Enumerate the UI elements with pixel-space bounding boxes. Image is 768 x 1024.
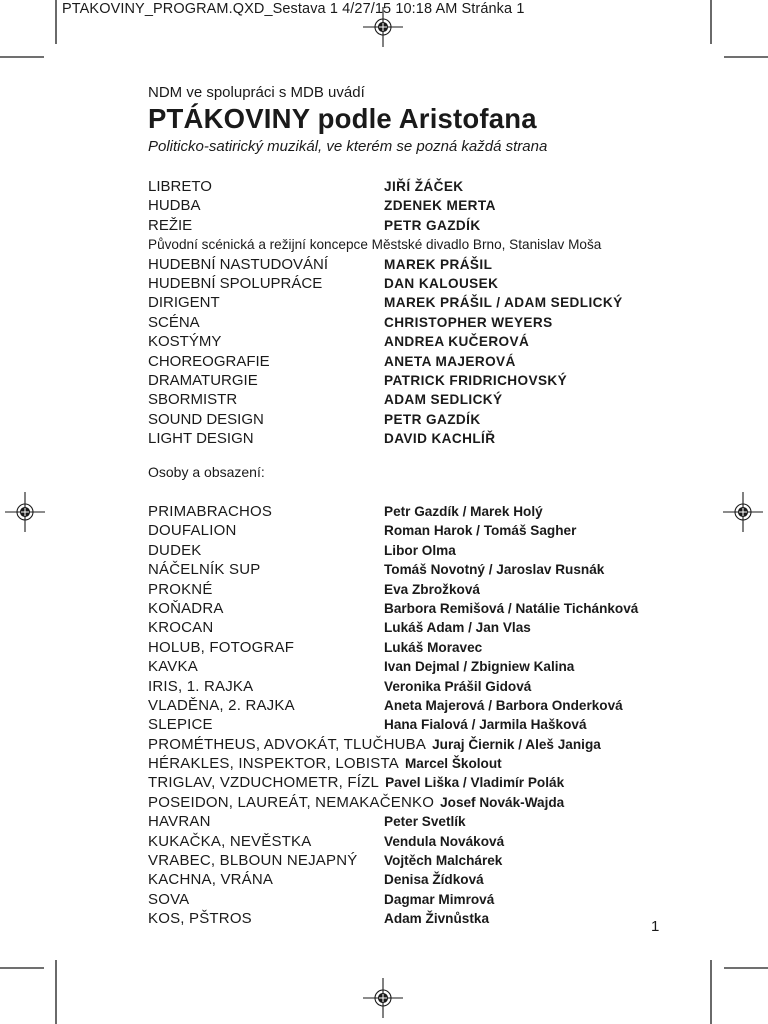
cast-row	[148, 870, 601, 889]
cast-actors: Josef Novák-Wajda	[440, 794, 565, 810]
credit-role: KOSTÝMY	[148, 333, 222, 351]
credit-role: LIGHT DESIGN	[148, 430, 254, 448]
cast-row	[148, 851, 601, 870]
registration-mark-top-icon	[363, 7, 403, 47]
cast-actors: Hana Fialová / Jarmila Hašková	[384, 717, 587, 733]
cast-role: PROKNÉ	[148, 580, 213, 598]
credit-role: SCÉNA	[148, 313, 200, 331]
credit-role: HUDEBNÍ NASTUDOVÁNÍ	[148, 255, 329, 273]
cast-row	[148, 773, 601, 792]
cast-heading: Osoby a obsazení:	[148, 464, 265, 480]
cast-role: KUKAČKA, NEVĚSTKA	[148, 832, 312, 850]
cast-row	[148, 832, 601, 851]
cast-role: SOVA	[148, 890, 190, 908]
cast-row	[148, 677, 601, 696]
credit-name: ANETA MAJEROVÁ	[384, 353, 516, 369]
cast-actors: Eva Zbrožková	[384, 581, 480, 597]
cast-row	[148, 521, 601, 540]
cast-row	[148, 502, 601, 521]
cast-role: PROMÉTHEUS, ADVOKÁT, TLUČHUBA	[148, 735, 427, 753]
cast-row	[148, 754, 601, 773]
registration-mark-right-icon	[723, 492, 763, 532]
cast-role: HAVRAN	[148, 813, 211, 831]
credit-row	[148, 196, 601, 215]
credit-row	[148, 274, 601, 293]
credit-name: MAREK PRÁŠIL	[384, 256, 493, 272]
credit-row	[148, 390, 601, 409]
credit-name: ADAM SEDLICKÝ	[384, 392, 503, 408]
cast-row	[148, 735, 601, 754]
cast-actors: Lukáš Moravec	[384, 639, 483, 655]
cast-row	[148, 541, 601, 560]
presenter-line: NDM ve spolupráci s MDB uvádí	[148, 84, 365, 101]
credit-row	[148, 429, 601, 448]
cast-role: IRIS, 1. RAJKA	[148, 677, 254, 695]
page-number: 1	[651, 918, 660, 935]
cast-actors: Juraj Čiernik / Aleš Janiga	[432, 736, 601, 752]
cast-actors: Barbora Remišová / Natálie Tichánková	[384, 600, 639, 616]
cast-row	[148, 638, 601, 657]
cast-role: KACHNA, VRÁNA	[148, 871, 274, 889]
cast-row	[148, 599, 639, 618]
registration-mark-left-icon	[5, 492, 45, 532]
cast-actors: Denisa Žídková	[384, 872, 484, 888]
credit-name: CHRISTOPHER WEYERS	[384, 314, 553, 330]
cast-actors: Veronika Prášil Gidová	[384, 678, 532, 694]
credit-role: HUDEBNÍ SPOLUPRÁCE	[148, 274, 323, 292]
credit-role: SOUND DESIGN	[148, 410, 264, 428]
cast-actors: Aneta Majerová / Barbora Onderková	[384, 697, 623, 713]
cast-actors: Adam Živnůstka	[384, 911, 489, 927]
credit-name: PETR GAZDÍK	[384, 411, 481, 427]
cast-role: HOLUB, FOTOGRAF	[148, 638, 295, 656]
cast-actors: Roman Harok / Tomáš Sagher	[384, 523, 577, 539]
cast-row	[148, 793, 601, 812]
cast-role: KROCAN	[148, 619, 214, 637]
credit-row	[148, 352, 601, 371]
credit-row	[148, 313, 601, 332]
cast-row	[148, 715, 601, 734]
registration-mark-bottom-icon	[363, 978, 403, 1018]
credit-name: MAREK PRÁŠIL / ADAM SEDLICKÝ	[384, 295, 623, 311]
cast-actors: Marcel Školout	[404, 756, 502, 772]
credit-role: REŽIE	[148, 216, 193, 234]
cast-actors: Petr Gazdík / Marek Holý	[384, 504, 543, 519]
cast-role: PRIMABRACHOS	[148, 503, 273, 520]
cast-role: KOŇADRA	[148, 599, 224, 617]
cast-role: SLEPICE	[148, 716, 213, 734]
credits-list	[148, 177, 623, 448]
production-subtitle: Politicko-satirický muzikál, ve kterém se pozná každá strana	[148, 138, 548, 155]
cast-row	[148, 580, 601, 599]
cast-role: KAVKA	[148, 658, 198, 676]
cast-role: POSEIDON, LAUREÁT, NEMAKAČENKO	[148, 793, 435, 811]
cast-row	[148, 909, 601, 928]
cast-actors: Ivan Dejmal / Zbigniew Kalina	[384, 659, 575, 675]
cast-row	[148, 560, 605, 579]
cast-role: TRIGLAV, VZDUCHOMETR, FÍZL	[148, 774, 380, 792]
cast-row	[148, 890, 601, 909]
cast-actors: Vojtěch Malchárek	[384, 853, 503, 869]
credit-role: CHOREOGRAFIE	[148, 352, 270, 370]
credit-row	[148, 371, 601, 390]
cast-role: DUDEK	[148, 541, 202, 559]
credit-role: DRAMATURGIE	[148, 371, 258, 389]
credit-role: LIBRETO	[148, 178, 212, 195]
cast-row	[148, 812, 601, 831]
credit-row	[148, 216, 601, 235]
credit-name: ANDREA KUČEROVÁ	[384, 334, 530, 350]
credit-name: PATRICK FRIDRICHOVSKÝ	[384, 372, 568, 388]
cast-actors: Dagmar Mimrová	[384, 891, 495, 907]
cast-role: KOS, PŠTROS	[148, 910, 252, 928]
cast-actors: Lukáš Adam / Jan Vlas	[384, 620, 531, 636]
credit-name: JIŘÍ ŽÁČEK	[384, 179, 464, 194]
cast-row	[148, 696, 623, 715]
credit-row	[148, 255, 601, 274]
credit-role: HUDBA	[148, 197, 201, 215]
credit-row	[148, 177, 601, 196]
cast-role: VLADĚNA, 2. RAJKA	[148, 696, 295, 714]
production-title: PTÁKOVINY podle Aristofana	[148, 103, 537, 134]
credit-name: ZDENEK MERTA	[384, 198, 496, 214]
cast-row	[148, 657, 601, 676]
cast-actors: Libor Olma	[384, 542, 456, 558]
cast-role: VRABEC, BLBOUN NEJAPNÝ	[148, 852, 358, 870]
cast-actors: Vendula Nováková	[384, 833, 505, 849]
credit-row	[148, 332, 601, 351]
credit-role: SBORMISTR	[148, 391, 238, 409]
credit-row	[148, 410, 601, 429]
credit-name: DAVID KACHLÍŘ	[384, 431, 496, 447]
credit-name: PETR GAZDÍK	[384, 217, 481, 233]
slug-line: PTAKOVINY_PROGRAM.QXD_Sestava 1 4/27/15 10:18 AM Stránka 1	[62, 1, 525, 17]
cast-role: HÉRAKLES, INSPEKTOR, LOBISTA	[148, 755, 399, 773]
credit-row	[148, 293, 623, 312]
cast-row	[148, 618, 601, 637]
cast-actors: Tomáš Novotný / Jaroslav Rusnák	[384, 562, 605, 578]
cast-list	[148, 502, 639, 929]
cast-role: NÁČELNÍK SUP	[148, 561, 261, 579]
cast-role: DOUFALION	[148, 522, 237, 540]
credit-name: DAN KALOUSEK	[384, 275, 499, 291]
cast-actors: Pavel Liška / Vladimír Polák	[385, 775, 565, 791]
cast-actors: Peter Svetlík	[384, 814, 466, 830]
credit-role: DIRIGENT	[148, 294, 220, 312]
concept-note: Původní scénická a režijní koncepce Městské divadlo Brno, Stanislav Moša	[148, 237, 602, 253]
